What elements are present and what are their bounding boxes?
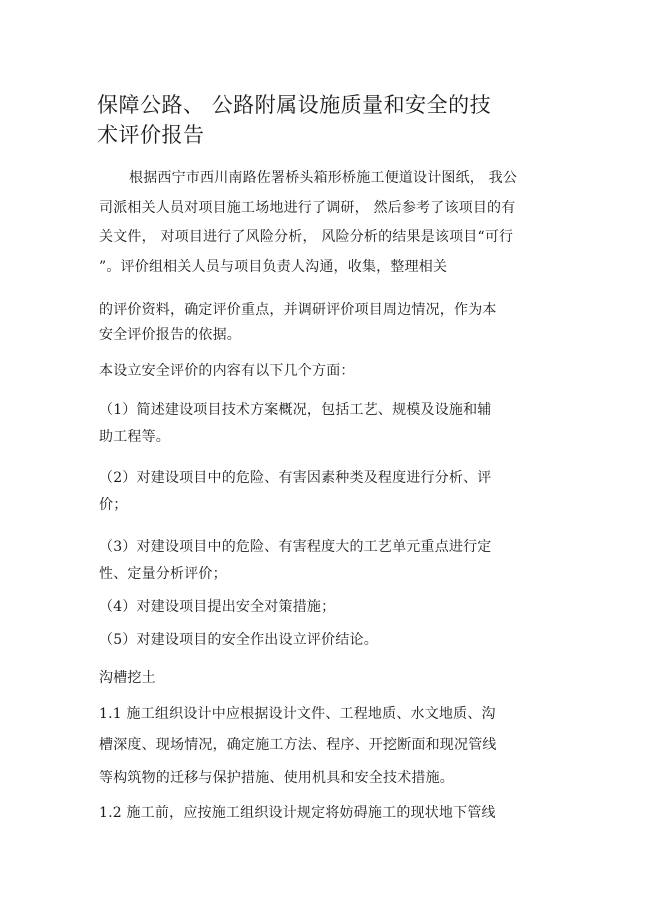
scope-item-3-line-1: （3）对建设项目中的危险、有害程度大的工艺单元重点进行定 bbox=[99, 539, 492, 555]
intro-paragraph-line-2: 司派相关人员对项目施工场地进行了调研， 然后参考了该项目的有 bbox=[99, 200, 516, 216]
intro-paragraph-line-1: 根据西宁市西川南路佐署桥头箱形桥施工便道设计图纸， 我公 bbox=[129, 170, 518, 186]
section-line-4: 1.2 施工前，应按施工组织设计规定将妨碍施工的现状地下管线 bbox=[99, 805, 496, 821]
scope-item-1-line-1: （1）简述建设项目技术方案概况，包括工艺、规模及设施和辅 bbox=[99, 402, 492, 418]
section-heading: 沟槽挖土 bbox=[99, 670, 156, 686]
scope-item-5: （5）对建设项目的安全作出设立评价结论。 bbox=[99, 632, 378, 648]
intro-paragraph-line-3: 关文件， 对项目进行了风险分析， 风险分析的结果是该项目“可行 bbox=[99, 229, 514, 245]
scope-item-3-line-2: 性、定量分析评价； bbox=[99, 566, 227, 582]
intro-paragraph-line-5: 的评价资料，确定评价重点，并调研评价项目周边情况，作为本 bbox=[99, 302, 497, 318]
section-line-1: 1.1 施工组织设计中应根据设计文件、工程地质、水文地质、沟 bbox=[99, 706, 496, 722]
scope-item-1-line-2: 助工程等。 bbox=[99, 429, 170, 445]
intro-paragraph-line-6: 安全评价报告的依据。 bbox=[99, 327, 241, 343]
scope-item-2-line-1: （2）对建设项目中的危险、有害因素种类及程度进行分析、评 bbox=[99, 470, 492, 486]
scope-item-4: （4）对建设项目提出安全对策措施； bbox=[99, 599, 336, 615]
scope-heading: 本设立安全评价的内容有以下几个方面： bbox=[99, 363, 355, 379]
document-title-line-1: 保障公路、 公路附属设施质量和安全的技 bbox=[97, 93, 492, 117]
intro-paragraph-line-4: ”。评价组相关人员与项目负责人沟通，收集，整理相关 bbox=[99, 259, 448, 275]
document-title-line-2: 术评价报告 bbox=[97, 123, 205, 147]
section-line-2: 槽深度、现场情况，确定施工方法、程序、开挖断面和现况管线 bbox=[99, 737, 497, 753]
scope-item-2-line-2: 价； bbox=[99, 497, 128, 513]
section-line-3: 等构筑物的迁移与保护措施、使用机具和安全技术措施。 bbox=[99, 770, 454, 786]
